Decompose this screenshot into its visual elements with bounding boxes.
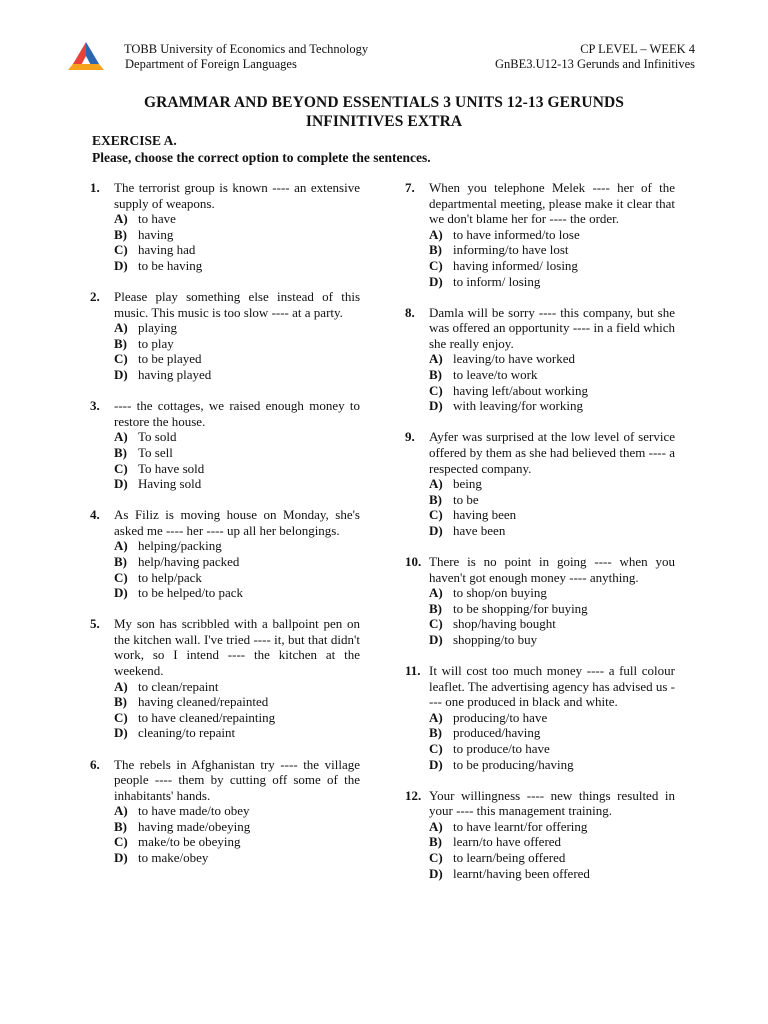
answer-option xyxy=(90,258,360,274)
question-number: 8. xyxy=(405,304,415,320)
option-text: to be shopping/for buying xyxy=(453,600,588,616)
option-text: shop/having bought xyxy=(453,616,556,632)
answer-option xyxy=(405,492,675,508)
answer-option xyxy=(405,850,675,866)
answer-option xyxy=(405,351,675,367)
option-text: To have sold xyxy=(138,460,205,476)
option-text: having informed/ losing xyxy=(453,257,578,273)
answer-option xyxy=(90,585,360,601)
option-text: having cleaned/repainted xyxy=(138,694,269,710)
question-item xyxy=(90,616,360,741)
option-letter: D) xyxy=(114,367,128,383)
answer-option xyxy=(405,367,675,383)
option-letter: A) xyxy=(114,429,128,445)
option-letter: C) xyxy=(429,741,443,756)
document-title xyxy=(40,93,728,131)
option-text: to be having xyxy=(138,257,203,273)
header-left xyxy=(124,42,368,72)
option-letter: C) xyxy=(429,257,443,273)
option-text: to have made/to obey xyxy=(138,803,250,819)
option-letter: B) xyxy=(429,600,442,616)
option-text: learn/to have offered xyxy=(453,834,562,850)
answer-option xyxy=(405,476,675,492)
question-stem xyxy=(90,507,360,538)
question-number: 6. xyxy=(90,756,100,772)
option-text: make/to be obeying xyxy=(138,834,241,850)
question-stem xyxy=(405,429,675,476)
option-text: to have cleaned/repainting xyxy=(138,709,276,725)
question-text: Damla will be sorry ---- this company, but she was offered an opportunity ---- in a field which she really enjoy. xyxy=(429,304,675,351)
option-text: having left/about working xyxy=(453,382,589,398)
answer-option xyxy=(90,725,360,741)
answer-option xyxy=(405,398,675,414)
option-text: playing xyxy=(138,320,177,336)
question-text: There is no point in going ---- when you haven't got enough money ---- anything. xyxy=(429,553,675,585)
question-number: 7. xyxy=(405,180,415,195)
question-stem xyxy=(405,554,675,585)
answer-option xyxy=(90,227,360,243)
option-letter: A) xyxy=(114,211,128,227)
option-letter: D) xyxy=(114,585,128,601)
option-text: informing/to have lost xyxy=(453,242,569,258)
answer-option xyxy=(405,227,675,243)
option-letter: A) xyxy=(429,476,443,492)
answer-option xyxy=(405,757,675,773)
answer-option xyxy=(90,538,360,554)
answer-option xyxy=(405,383,675,399)
answer-option xyxy=(90,679,360,695)
option-letter: A) xyxy=(429,351,443,367)
question-number: 9. xyxy=(405,429,415,445)
question-stem xyxy=(405,305,675,352)
question-text: The rebels in Afghanistan try ---- the village people ---- them by cutting off some of the inhabitants' hands. xyxy=(114,756,360,803)
question-item xyxy=(90,398,360,492)
option-letter: B) xyxy=(114,444,127,460)
option-text: having been xyxy=(453,507,517,523)
option-text: being xyxy=(453,476,482,492)
answer-option xyxy=(405,585,675,601)
answer-option xyxy=(90,211,360,227)
question-stem xyxy=(90,757,360,804)
answer-option xyxy=(90,242,360,258)
option-letter: D) xyxy=(429,756,443,772)
question-text: Please play something else instead of this music. This music is too slow ---- at a party. xyxy=(114,289,360,320)
exercise-label: EXERCISE A. xyxy=(92,133,177,148)
option-text: to be played xyxy=(138,351,202,367)
option-letter: C) xyxy=(114,709,128,725)
option-text: To sell xyxy=(138,444,173,460)
option-text: To sold xyxy=(138,429,177,445)
question-stem xyxy=(405,788,675,819)
option-letter: D) xyxy=(429,631,443,647)
option-letter: B) xyxy=(114,694,127,710)
option-letter: B) xyxy=(429,367,442,383)
question-number: 12. xyxy=(405,787,422,803)
option-text: having played xyxy=(138,367,212,383)
answer-option xyxy=(405,819,675,835)
answer-option xyxy=(90,819,360,835)
option-text: produced/having xyxy=(453,725,541,741)
question-item xyxy=(90,289,360,383)
option-text: to have informed/to lose xyxy=(453,226,580,242)
question-stem xyxy=(405,180,675,227)
question-item xyxy=(90,507,360,601)
question-stem xyxy=(90,289,360,320)
option-letter: D) xyxy=(429,865,443,881)
question-item xyxy=(405,554,675,648)
option-letter: C) xyxy=(429,616,443,632)
option-text: with leaving/for working xyxy=(453,398,583,414)
option-text: to learn/being offered xyxy=(453,850,566,866)
option-text: to inform/ losing xyxy=(453,273,541,289)
answer-option xyxy=(405,274,675,290)
option-letter: C) xyxy=(114,834,128,850)
option-text: learnt/having been offered xyxy=(453,865,590,881)
question-text: Your willingness ---- new things resulted in your ---- this management training. xyxy=(429,787,675,819)
option-letter: D) xyxy=(114,850,128,866)
question-item xyxy=(90,757,360,866)
title-line-1: GRAMMAR AND BEYOND ESSENTIALS 3 UNITS 12-13 GERUNDS xyxy=(143,94,625,111)
questions-column-right xyxy=(405,180,675,897)
question-number: 3. xyxy=(90,398,100,414)
option-text: helping/packing xyxy=(138,538,222,554)
question-item xyxy=(405,788,675,882)
answer-option xyxy=(90,476,360,492)
title-line-2: INFINITIVES EXTRA xyxy=(305,113,463,130)
answer-option xyxy=(90,850,360,866)
answer-option xyxy=(405,616,675,632)
answer-option xyxy=(405,242,675,258)
option-letter: B) xyxy=(429,242,442,258)
option-letter: B) xyxy=(429,834,442,850)
answer-option xyxy=(90,461,360,477)
answer-option xyxy=(405,523,675,539)
option-text: to have xyxy=(138,211,176,227)
answer-option xyxy=(90,554,360,570)
option-letter: C) xyxy=(114,242,128,258)
option-letter: A) xyxy=(114,803,128,819)
option-letter: B) xyxy=(114,226,127,242)
question-text: My son has scribbled with a ballpoint pen on the kitchen wall. I've tried ---- it, but that didn't work, so I intend ---- the kitchen at the weekend. xyxy=(114,616,360,679)
exercise-heading xyxy=(92,132,431,166)
option-letter: C) xyxy=(429,850,443,866)
option-letter: D) xyxy=(114,725,128,741)
option-letter: A) xyxy=(429,585,443,601)
option-text: cleaning/to repaint xyxy=(138,725,236,741)
option-text: to be producing/having xyxy=(453,756,574,772)
question-item xyxy=(405,180,675,289)
option-letter: A) xyxy=(429,226,443,242)
question-number: 5. xyxy=(90,616,100,632)
answer-option xyxy=(405,601,675,617)
option-letter: C) xyxy=(429,382,443,398)
option-text: to make/obey xyxy=(138,850,209,866)
answer-option xyxy=(405,632,675,648)
answer-option xyxy=(90,570,360,586)
option-letter: C) xyxy=(429,507,443,523)
option-text: to help/pack xyxy=(138,569,202,585)
option-letter: C) xyxy=(114,460,128,476)
answer-option xyxy=(90,803,360,819)
question-text: The terrorist group is known ---- an extensive supply of weapons. xyxy=(114,180,360,211)
option-text: producing/to have xyxy=(453,709,548,725)
answer-option xyxy=(90,429,360,445)
option-letter: D) xyxy=(429,273,443,289)
option-letter: B) xyxy=(429,491,442,507)
answer-option xyxy=(405,866,675,882)
option-letter: C) xyxy=(114,351,128,367)
answer-option xyxy=(405,507,675,523)
answer-option xyxy=(90,336,360,352)
question-stem xyxy=(90,180,360,211)
option-letter: A) xyxy=(114,538,128,554)
option-text: leaving/to have worked xyxy=(453,351,576,367)
option-text: Having sold xyxy=(138,476,202,492)
answer-option xyxy=(90,834,360,850)
option-text: help/having packed xyxy=(138,553,240,569)
question-item xyxy=(405,429,675,538)
answer-option xyxy=(90,367,360,383)
option-text: to have learnt/for offering xyxy=(453,818,588,834)
level-week: CP LEVEL – WEEK 4 xyxy=(580,42,695,56)
option-letter: D) xyxy=(114,257,128,273)
option-text: to be helped/to pack xyxy=(138,585,244,601)
option-letter: D) xyxy=(429,398,443,414)
option-letter: A) xyxy=(114,678,128,694)
option-text: to leave/to work xyxy=(453,367,538,383)
answer-option xyxy=(90,694,360,710)
course-code: GnBE3.U12-13 Gerunds and Infinitives xyxy=(495,57,695,71)
option-letter: B) xyxy=(429,725,442,741)
question-stem xyxy=(90,616,360,678)
question-stem xyxy=(405,663,675,710)
question-text: It will cost too much money ---- a full colour leaflet. The advertising agency has advised us ---- one produced in black and white. xyxy=(429,663,675,710)
option-letter: D) xyxy=(429,522,443,538)
question-text: Ayfer was surprised at the low level of service offered by them as she had believed them ---- a respected company. xyxy=(429,429,675,476)
question-text: ---- the cottages, we raised enough money to restore the house. xyxy=(114,398,360,429)
answer-option xyxy=(90,320,360,336)
answer-option xyxy=(405,725,675,741)
answer-option xyxy=(90,445,360,461)
option-text: to produce/to have xyxy=(453,741,550,756)
option-text: having xyxy=(138,226,174,242)
option-letter: C) xyxy=(114,569,128,585)
question-number: 2. xyxy=(90,289,100,305)
question-text: As Filiz is moving house on Monday, she's asked me ---- her ---- up all her belongings. xyxy=(114,507,360,538)
exercise-instruction: Please, choose the correct option to complete the sentences. xyxy=(92,150,431,165)
option-text: having had xyxy=(138,242,196,258)
answer-option xyxy=(90,710,360,726)
question-number: 4. xyxy=(90,507,100,523)
questions-column-left xyxy=(90,180,360,881)
option-letter: B) xyxy=(114,335,127,351)
question-number: 11. xyxy=(405,663,421,679)
question-number: 1. xyxy=(90,180,100,195)
option-text: having made/obeying xyxy=(138,818,251,834)
answer-option xyxy=(405,258,675,274)
university-logo-icon xyxy=(66,40,106,72)
option-letter: A) xyxy=(429,709,443,725)
question-text: When you telephone Melek ---- her of the departmental meeting, please make it clear that we don't blame her for ---- the order. xyxy=(429,180,675,227)
option-text: have been xyxy=(453,522,506,538)
department-name: Department of Foreign Languages xyxy=(125,57,297,71)
option-text: shopping/to buy xyxy=(453,631,538,647)
option-letter: D) xyxy=(114,476,128,492)
question-item xyxy=(405,663,675,772)
option-text: to be xyxy=(453,491,479,507)
question-item xyxy=(90,180,360,274)
option-text: to shop/on buying xyxy=(453,585,547,601)
option-letter: B) xyxy=(114,818,127,834)
answer-option xyxy=(90,351,360,367)
university-name: TOBB University of Economics and Technology xyxy=(124,42,369,56)
option-letter: B) xyxy=(114,553,127,569)
answer-option xyxy=(405,710,675,726)
option-text: to clean/repaint xyxy=(138,678,219,694)
answer-option xyxy=(405,834,675,850)
question-number: 10. xyxy=(405,553,422,569)
option-letter: A) xyxy=(429,818,443,834)
option-text: to play xyxy=(138,335,174,351)
header-right xyxy=(495,42,695,72)
question-stem xyxy=(90,398,360,429)
option-letter: A) xyxy=(114,320,128,336)
answer-option xyxy=(405,741,675,757)
question-item xyxy=(405,305,675,414)
